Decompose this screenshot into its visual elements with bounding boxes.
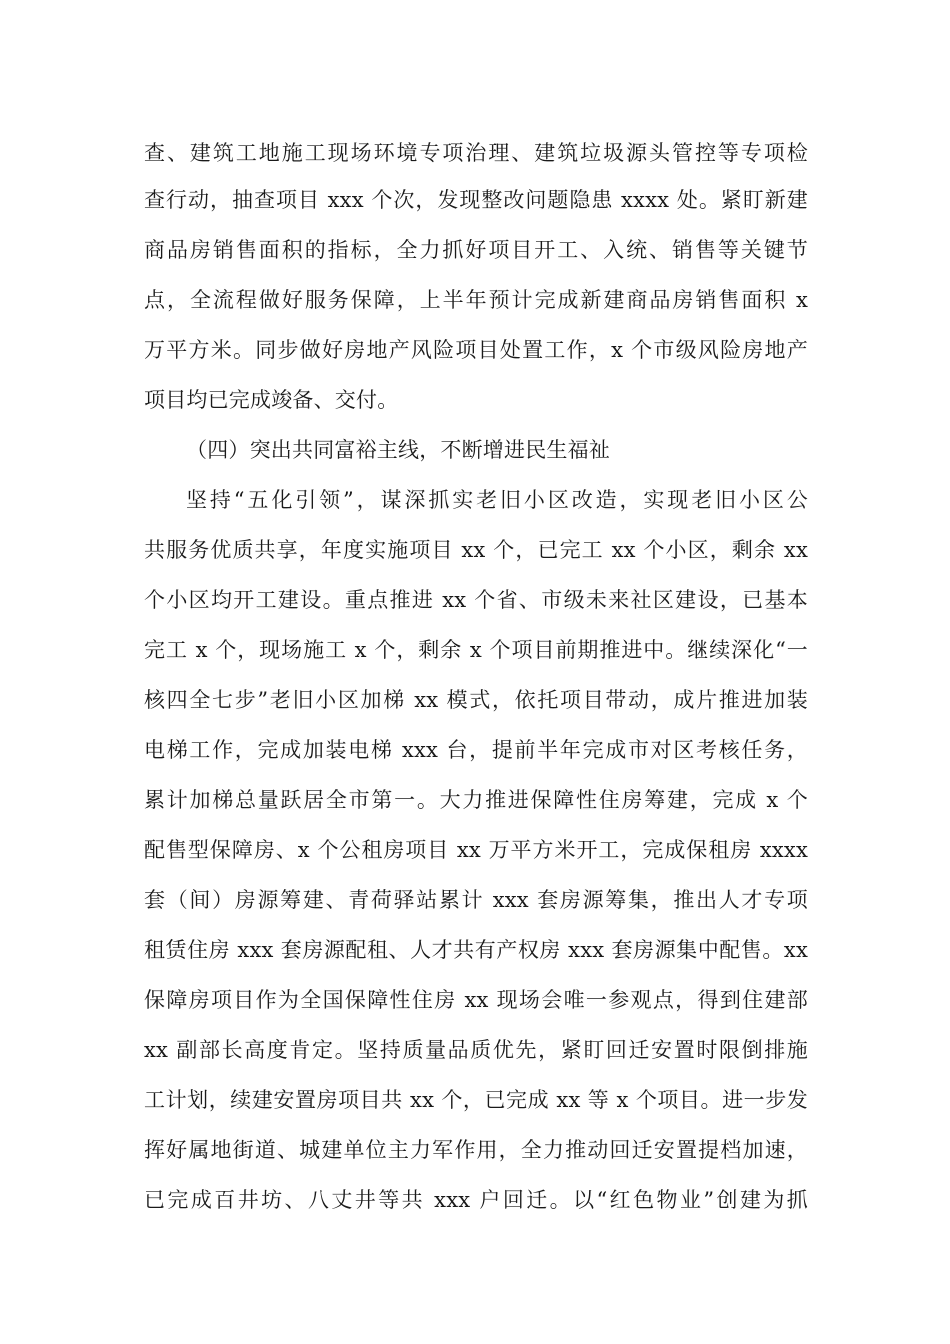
paragraph-line: 套（间）房源筹建、青荷驿站累计 xxx 套房源筹集，推出人才专项: [144, 888, 808, 912]
paragraph-line: 累计加梯总量跃居全市第一。大力推进保障性住房筹建，完成 x 个: [144, 788, 808, 812]
paragraph-line: 电梯工作，完成加装电梯 xxx 台，提前半年完成市对区考核任务，: [144, 738, 808, 762]
paragraph-line: xx 副部长高度肯定。坚持质量品质优先，紧盯回迁安置时限倒排施: [144, 1038, 808, 1062]
paragraph-line: 已完成百井坊、八丈井等共 xxx 户回迁。以“红色物业”创建为抓: [144, 1188, 808, 1212]
paragraph-line: 完工 x 个，现场施工 x 个，剩余 x 个项目前期推进中。继续深化“一: [144, 638, 808, 662]
paragraph-first-line: 坚持“五化引领”，谋深抓实老旧小区改造，实现老旧小区公: [186, 488, 808, 512]
paragraph-line: 商品房销售面积的指标，全力抓好项目开工、入统、销售等关键节: [144, 238, 808, 262]
paragraph-line: 项目均已完成竣备、交付。: [144, 388, 399, 412]
paragraph-line: 共服务优质共享，年度实施项目 xx 个，已完工 xx 个小区，剩余 xx: [144, 538, 808, 562]
paragraph-line: 查、建筑工地施工现场环境专项治理、建筑垃圾源头管控等专项检: [144, 141, 808, 165]
paragraph-line: 万平方米。同步做好房地产风险项目处置工作，x 个市级风险房地产: [144, 338, 808, 362]
paragraph-line: 挥好属地街道、城建单位主力军作用，全力推动回迁安置提档加速，: [144, 1138, 808, 1162]
paragraph-line: 点，全流程做好服务保障，上半年预计完成新建商品房销售面积 x: [144, 288, 808, 312]
paragraph-line: 个小区均开工建设。重点推进 xx 个省、市级未来社区建设，已基本: [144, 588, 808, 612]
paragraph-line: 核四全七步”老旧小区加梯 xx 模式，依托项目带动，成片推进加装: [144, 688, 808, 712]
paragraph-line: 查行动，抽查项目 xxx 个次，发现整改问题隐患 xxxx 处。紧盯新建: [144, 188, 808, 212]
paragraph-line: 租赁住房 xxx 套房源配租、人才共有产权房 xxx 套房源集中配售。xx: [144, 938, 808, 962]
section-heading: （四）突出共同富裕主线，不断增进民生福祉: [186, 438, 610, 462]
paragraph-line: 保障房项目作为全国保障性住房 xx 现场会唯一参观点，得到住建部: [144, 988, 808, 1012]
paragraph-line: 工计划，续建安置房项目共 xx 个，已完成 xx 等 x 个项目。进一步发: [144, 1088, 808, 1112]
paragraph-line: 配售型保障房、x 个公租房项目 xx 万平方米开工，完成保租房 xxxx: [144, 838, 808, 862]
